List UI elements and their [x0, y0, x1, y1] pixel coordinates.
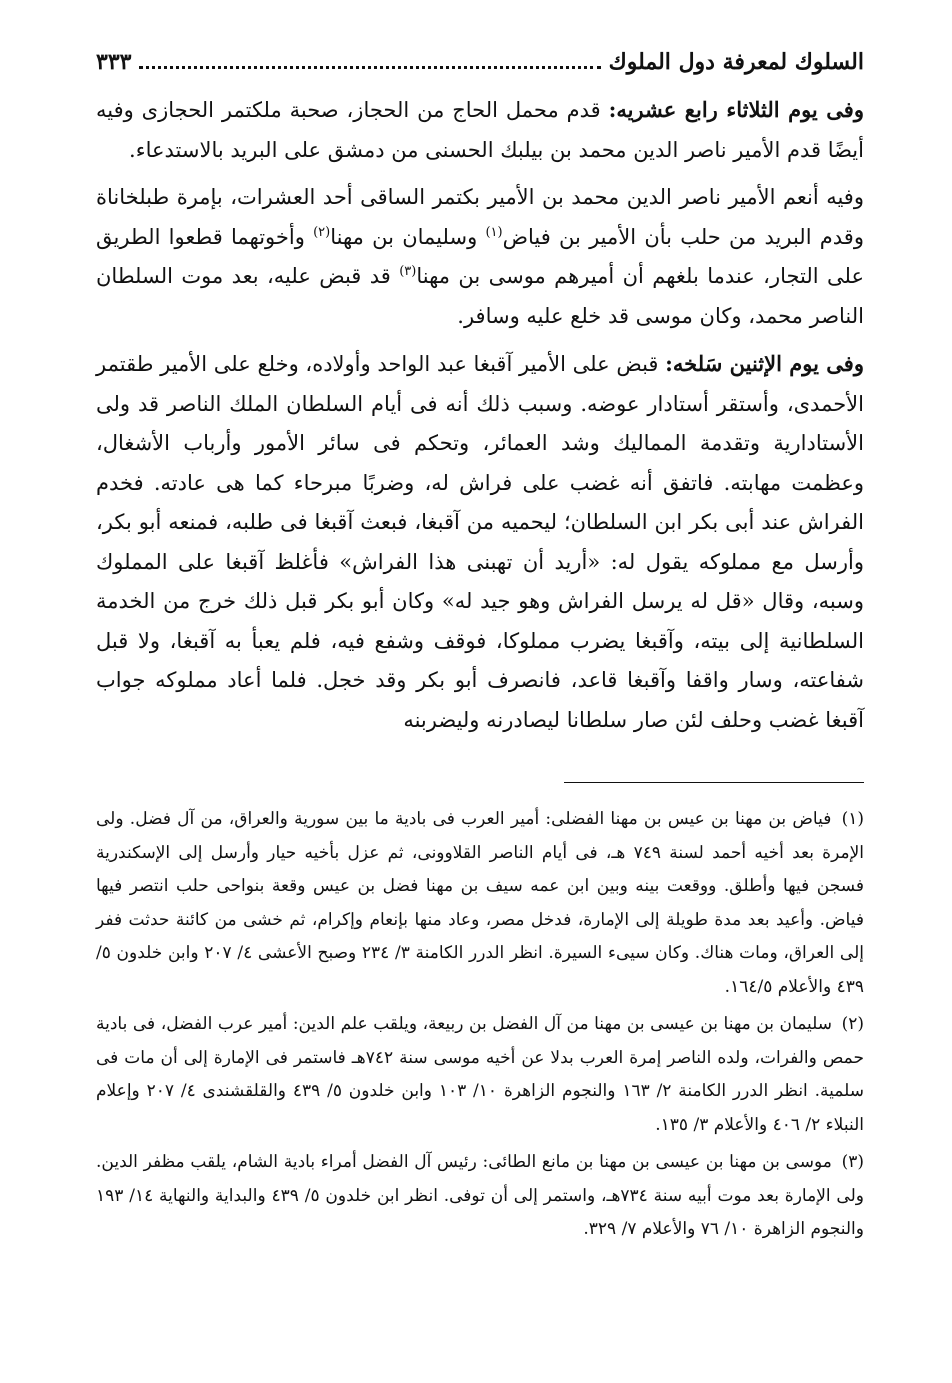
paragraph-text: وسليمان بن مهنا — [330, 224, 486, 249]
footnote-ref[interactable]: (٣) — [399, 264, 417, 279]
page-number: ٣٣٣ — [96, 49, 132, 75]
footnote — [96, 1146, 864, 1247]
paragraph — [96, 90, 864, 170]
paragraph-lead: وفى يوم الإثنين سَلخه: — [665, 351, 864, 376]
footnote-ref[interactable]: (٢) — [313, 224, 331, 240]
paragraph-lead: وفى يوم الثلاثاء رابع عشريه: — [608, 97, 864, 122]
book-page — [96, 40, 864, 1251]
paragraph-text: وفيه أنعم الأمير ناصر الدين محمد بن الأمير بكتمر الساقى أحد العشرات، بإمرة طبلخاناة وقدم البريد من حلب بأن الأمير بن فياض — [96, 185, 864, 249]
footnote-number: (١) — [841, 809, 865, 829]
paragraph-text: قد قبض عليه، بعد موت السلطان الناصر محمد، وكان موسى قد خلع عليه وسافر. — [96, 264, 864, 328]
main-text — [96, 90, 864, 740]
running-header — [96, 40, 864, 84]
paragraph — [96, 344, 864, 740]
paragraph-text: وأخوتهما قطعوا الطريق على التجار، عندما بلغهم أن أميرهم موسى بن مهنا — [96, 224, 864, 288]
footnote — [96, 803, 864, 1004]
footnote-text: موسى بن مهنا بن عيسى بن مهنا بن مانع الطائى: رئيس آل الفضل أمراء بادية الشام، يلقب مظفر الدين. ولى الإمارة بعد موت أبيه سنة ٧٣٤هـ، واستمر إلى أن توفى. انظر ابن خلدون ٥/ ٤٣٩ والبداية والنهاية ١٤/ ١٩٣ والنجوم الزاهرة ١٠/ ٧٦ والأعلام ٧/ ٣٢٩. — [96, 1152, 864, 1239]
footnote-text: سليمان بن مهنا بن عيسى بن مهنا من آل الفضل بن ربيعة، ويلقب علم الدين: أمير عرب الفضل، فى بادية حمص والفرات، ولده الناصر إمرة العرب بدلا عن أخيه موسى سنة ٧٤٢هـ فاستمر فى الإمارة إلى أن مات فى سلمية. انظر الدرر الكامنة ٢/ ١٦٣ والنجوم الزاهرة ١٠/ ١٠٣ وابن خلدون ٥/ ٤٣٩ والقلقشندى ٤/ ٢٠٧ وإعلام النبلاء ٢/ ٤٠٦ والأعلام ٣/ ١٣٥. — [96, 1014, 864, 1135]
footnote-ref[interactable]: (١) — [485, 224, 503, 240]
footnote-separator — [564, 782, 864, 783]
paragraph-text: قدم محمل الحاج من الحجاز، صحبة ملكتمر الحجازى وفيه أيضًا قدم الأمير ناصر الدين محمد بن بيلبك الحسنى من دمشق على البريد بالاستدعاء. — [96, 98, 864, 162]
book-title: السلوك لمعرفة دول الملوك — [608, 49, 864, 75]
footnote-number: (٢) — [841, 1014, 864, 1034]
footnotes — [96, 803, 864, 1247]
paragraph-text: قبض على الأمير آقبغا عبد الواحد وأولاده، وخلع على الأمير طقتمر الأحمدى، وأستقر أستادار عوضه. وسبب ذلك أنه فى أيام السلطان الملك الناصر قد ولى الأستادارية وتقدمة المماليك وشد العمائر، وتحكم فى سائر الأمور وأرباب الأشغال، وعظمت مهابته. فاتفق أنه غضب على فراش له، وضربًا مبرحاء كما هى عادته. فخدم الفراش عند أبى بكر ابن السلطان؛ ليحميه من آقبغا، فبعث آقبغا فى طلبه، فمنعه أبو بكر، وأرسل مع مملوكه يقول له: «أريد أن تهبنى هذا الفراش» فأغلظ آقبغا على المملوك وسبه، وقال «قل له يرسل الفراش وهو جيد له» وكان أبو بكر قبل ذلك خرج من الخدمة السلطانية إلى بيته، وآقبغا يضرب مملوكا، فوقف وشفع فيه، فلم يعبأ به آقبغا، ولا قبل شفاعته، وسار واقفا وآقبغا قاعد، فانصرف أبو بكر وقد خجل. فلما أعاد مملوكه جواب آقبغا غضب وحلف لئن صار سلطانا ليصادرنه وليضربنه — [96, 352, 864, 732]
leader-dots — [139, 65, 600, 69]
footnote-separator-wrap — [96, 748, 864, 803]
paragraph — [96, 178, 864, 336]
footnote-number: (٣) — [841, 1152, 864, 1172]
footnote — [96, 1008, 864, 1142]
footnote-text: فياض بن مهنا بن عيس بن مهنا الفضلى: أمير العرب فى بادية ما بين سورية والعراق، من آل فضل. ولى الإمرة بعد أخيه أحمد لسنة ٧٤٩ هـ، فى أيام الناصر القلاوونى، ثم عزل بأخيه حيار وأرسل إلى الإسكندرية فسجن فيها وأطلق. ووقعت بينه وبين ابن عمه سيف بن مهنا فضل بن عيس وقعة بنواحى حلب انتصر فيها فياض. وأعيد بعد مدة طويلة إلى الإمارة، فدخل مصر، وعاد منها بإنعام وإكرام، ثم خشى من كائنة حدثت ففر إلى العراق، ومات هناك. وكان سيىء السيرة. انظر الدرر الكامنة ٣/ ٢٣٤ وصبح الأعشى ٤/ ٢٠٧ وابن خلدون ٥/ ٤٣٩ والأعلام ١٦٤/٥. — [96, 809, 864, 997]
